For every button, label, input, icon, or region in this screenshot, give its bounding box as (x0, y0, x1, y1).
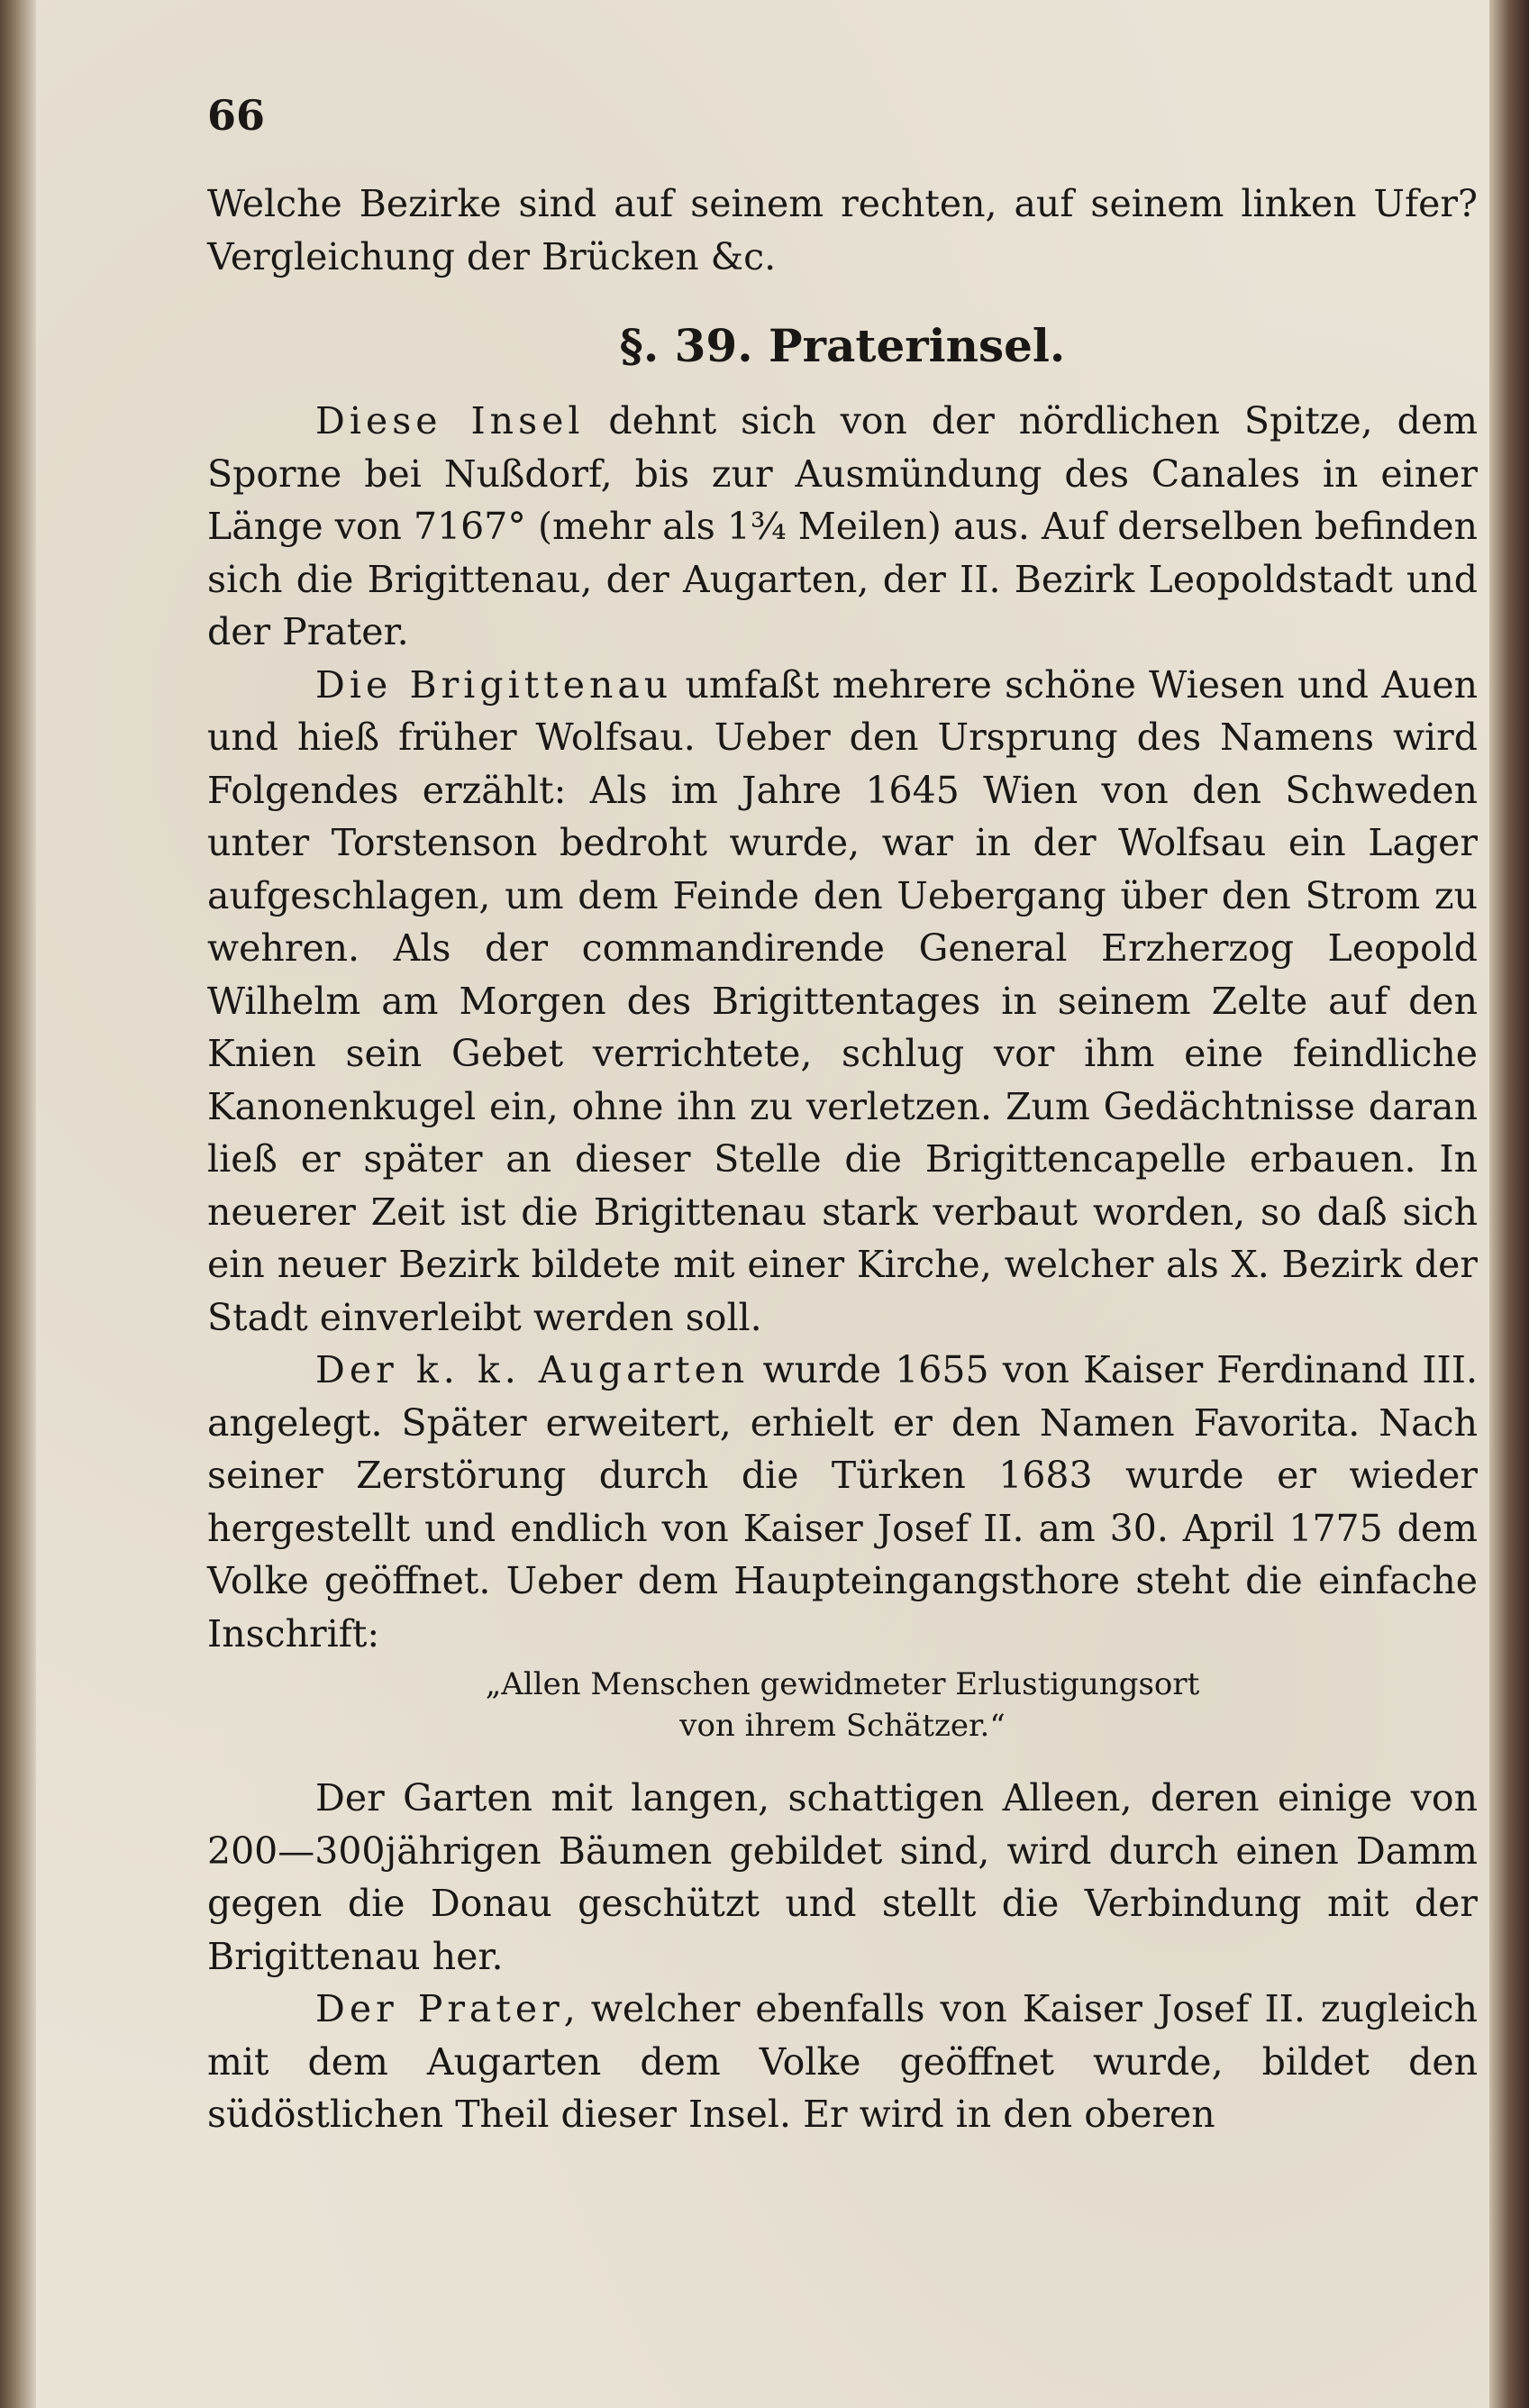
paragraph-island-lead: Diese Insel (315, 399, 585, 442)
paragraph-augarten (207, 1344, 1478, 1660)
paragraph-prater-lead: Der Prater (315, 1987, 564, 2030)
paragraph-augarten-text: wurde 1655 von Kaiser Ferdinand III. angelegt. Später erweitert, erhielt er den Namen Favorita. Nach seiner Zerstörung durch die Türken 1683 wurde er wieder hergestellt und endlich von Kaiser Josef II. am 30. April 1775 dem Volke geöffnet. Ueber dem Haupteingangsthore steht die einfache Inschrift: (207, 1348, 1478, 1656)
paragraph-prater (207, 1983, 1478, 2141)
page-number: 66 (207, 91, 266, 140)
paragraph-island-text: dehnt sich von der nördlichen Spitze, dem Sporne bei Nußdorf, bis zur Ausmündung des Canales in einer Länge von 7167° (mehr als 1¾ Meilen) aus. Auf derselben befinden sich die Brigittenau, der Augarten, der II. Bezirk Leopoldstadt und der Prater. (207, 399, 1479, 653)
paragraph-prater-text: , welcher ebenfalls von Kaiser Josef II. zugleich mit dem Augarten dem Volke geöffnet wurde, bildet den südöstlichen Theil dieser Insel. Er wird in den oberen (207, 1987, 1478, 2136)
text-block (207, 86, 1478, 2141)
paragraph-brigittenau-text: umfaßt mehrere schöne Wiesen und Auen und hieß früher Wolfsau. Ueber den Ursprung des Namens wird Folgendes erzählt: Als im Jahre 1645 Wien von den Schweden unter Torstenson bedroht wurde, war in der Wolfsau ein Lager aufgeschlagen, um dem Feinde den Uebergang über den Strom zu wehren. Als der commandirende General Erzherzog Leopold Wilhelm am Morgen des Brigittentages in seinem Zelte auf den Knien sein Gebet verrichtete, schlug vor ihm eine feindliche Kanonenkugel ein, ohne ihn zu verletzen. Zum Gedächtnisse daran ließ er später an dieser Stelle die Brigittencapelle erbauen. In neuerer Zeit ist die Brigittenau stark verbaut worden, so daß sich ein neuer Bezirk bildete mit einer Kirche, welcher als X. Bezirk der Stadt einverleibt werden soll. (207, 662, 1479, 1339)
book-page (36, 0, 1489, 2408)
paragraph-garden: Der Garten mit langen, schattigen Alleen, deren einige von 200—300jährigen Bäumen gebildet sind, wird durch einen Damm gegen die Donau geschützt und stellt die Verbindung mit der Brigittenau her. (207, 1776, 1478, 1978)
section-heading: §. 39. Praterinsel. (619, 319, 1066, 372)
book-binding-left (0, 0, 36, 2408)
inscription-line-2: von ihrem Schätzer.“ (679, 1708, 1006, 1744)
inscription-line-1: „Allen Menschen gewidmeter Erlustigungsort (485, 1666, 1200, 1702)
inscription-quote (207, 1664, 1478, 1747)
paragraph-brigittenau-lead: Die Brigittenau (315, 662, 673, 707)
paragraph-island (207, 395, 1478, 659)
book-binding-right (1489, 0, 1529, 2408)
paragraph-brigittenau (207, 659, 1478, 1345)
paragraph-augarten-lead: Der k. k. Augarten (315, 1348, 750, 1391)
intro-paragraph: Welche Bezirke sind auf seinem rechten, auf seinem linken Ufer? Vergleichung der Brücken &c. (207, 182, 1478, 278)
